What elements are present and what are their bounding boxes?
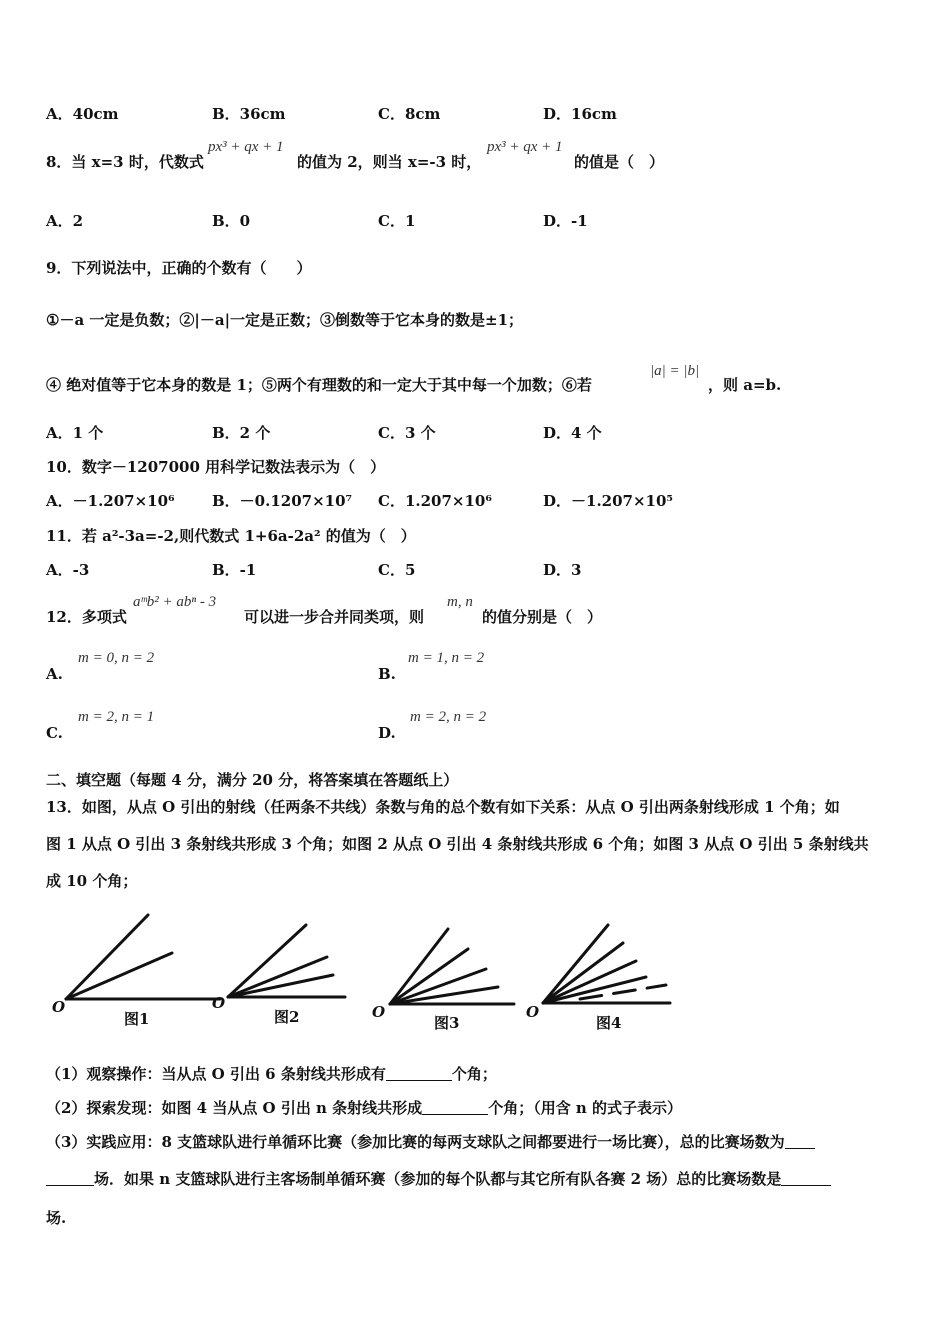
- answer-blank-3b[interactable]: [46, 1171, 94, 1186]
- q7-option-a: A．40cm: [46, 105, 119, 123]
- q12-option-a-label: A.: [46, 665, 63, 683]
- answer-blank-1[interactable]: [386, 1066, 452, 1081]
- q12-option-d-label: D.: [378, 724, 396, 742]
- fig2-origin-label: O: [212, 994, 226, 1012]
- q12-stem-part3: 的值分别是（ ）: [482, 608, 603, 626]
- q13-sub3-line3: 场.: [46, 1209, 67, 1227]
- q12-option-c: m = 2, n = 1: [78, 709, 155, 725]
- q9-option-c: C．3 个: [378, 424, 436, 442]
- q8-option-d: D．-1: [543, 212, 588, 230]
- q9-statement-line2-end: ，则 a=b.: [708, 376, 782, 394]
- fig2-caption: 图2: [274, 1008, 300, 1026]
- fig4-caption: 图4: [596, 1014, 622, 1032]
- q9-option-b: B．2 个: [212, 424, 271, 442]
- q11-option-d: D．3: [543, 561, 582, 579]
- ray-figures: [40, 905, 690, 1035]
- q13-sub2: （2）探索发现：如图 4 当从点 O 引出 n 条射线共形成 个角；（用含 n 的式子表示）: [46, 1099, 683, 1117]
- q7-option-d: D．16cm: [543, 105, 617, 123]
- q7-option-b: B．36cm: [212, 105, 286, 123]
- q7-option-c: C．8cm: [378, 105, 441, 123]
- q10-option-a: A．－1.207×10⁶: [46, 492, 175, 510]
- q8-expression-2: px³ + qx + 1: [487, 139, 563, 155]
- fig3-origin-label: O: [372, 1003, 386, 1021]
- q12-option-c-label: C.: [46, 724, 63, 742]
- q9-abs-expression: |a| = |b|: [650, 363, 700, 379]
- q10-option-b: B．－0.1207×10⁷: [212, 492, 353, 510]
- q8-stem-part1: 8．当 x=3 时，代数式: [46, 153, 204, 171]
- q12-option-a: m = 0, n = 2: [78, 650, 155, 666]
- q8-option-c: C．1: [378, 212, 416, 230]
- q13-sub1: （1）观察操作：当从点 O 引出 6 条射线共形成有 个角；: [46, 1065, 497, 1083]
- q13-sub3-line2: 场．如果 n 支篮球队进行主客场制单循环赛（参加的每个队都与其它所有队各赛 2 场）总的比赛场数是: [46, 1168, 831, 1189]
- q8-stem-part3: 的值是（ ）: [574, 153, 665, 171]
- q12-stem-part2: 可以进一步合并同类项，则: [244, 608, 425, 626]
- q9-stem: 9．下列说法中，正确的个数有（ ）: [46, 259, 312, 277]
- q12-stem-part1: 12．多项式: [46, 608, 127, 626]
- q8-expression: px³ + qx + 1: [208, 139, 284, 155]
- q8-option-a: A．2: [46, 212, 84, 230]
- q10-stem: 10．数字－1207000 用科学记数法表示为（ ）: [46, 458, 386, 476]
- q13-sub3-line1: （3）实践应用：8 支篮球队进行单循环比赛（参加比赛的每两支球队之间都要进行一场比赛），总的比赛场数为: [46, 1131, 815, 1152]
- q11-stem: 11．若 a²-3a=-2,则代数式 1+6a-2a² 的值为（ ）: [46, 527, 416, 545]
- q13-line2: 图 1 从点 O 引出 3 条射线共形成 3 个角；如图 2 从点 O 引出 4 条射线共形成 6 个角；如图 3 从点 O 引出 5 条射线共: [46, 835, 869, 853]
- q9-statement-line1: ①－a 一定是负数；②|－a|一定是正数；③倒数等于它本身的数是±1；: [46, 311, 524, 329]
- q8-option-b: B．0: [212, 212, 251, 230]
- q12-variables: m, n: [447, 594, 473, 610]
- answer-blank-3a[interactable]: [785, 1134, 815, 1149]
- answer-blank-2[interactable]: [422, 1100, 488, 1115]
- q9-option-d: D．4 个: [543, 424, 602, 442]
- q10-option-c: C．1.207×10⁶: [378, 492, 492, 510]
- q8-stem-part2: 的值为 2，则当 x=-3 时，: [297, 153, 482, 171]
- q12-polynomial: aᵐb² + abⁿ - 3: [133, 594, 217, 610]
- q11-option-b: B．-1: [212, 561, 257, 579]
- q9-statement-line2: ④ 绝对值等于它本身的数是 1；⑤两个有理数的和一定大于其中每一个加数；⑥若: [46, 376, 592, 394]
- q12-option-b: m = 1, n = 2: [408, 650, 485, 666]
- q10-option-d: D．－1.207×10⁵: [543, 492, 673, 510]
- figure-2-rays: [228, 925, 345, 997]
- fig4-origin-label: O: [526, 1003, 540, 1021]
- section-heading: 二、填空题（每题 4 分，满分 20 分，将答案填在答题纸上）: [46, 771, 459, 789]
- fig1-origin-label: O: [52, 998, 66, 1016]
- figure-4-rays: [543, 925, 670, 1003]
- figure-3-rays: [390, 929, 514, 1004]
- fig1-caption: 图1: [124, 1010, 150, 1028]
- q13-line3: 成 10 个角；: [46, 872, 138, 890]
- q12-option-b-label: B.: [378, 665, 396, 683]
- q11-option-a: A．-3: [46, 561, 90, 579]
- q9-option-a: A．1 个: [46, 424, 104, 442]
- fig3-caption: 图3: [434, 1014, 460, 1032]
- q12-option-d: m = 2, n = 2: [410, 709, 487, 725]
- answer-blank-4[interactable]: [781, 1171, 831, 1186]
- q13-line1: 13．如图，从点 O 引出的射线（任两条不共线）条数与角的总个数有如下关系：从点 O 引出两条射线形成 1 个角；如: [46, 798, 840, 816]
- q11-option-c: C．5: [378, 561, 416, 579]
- figure-1-rays: [66, 915, 220, 999]
